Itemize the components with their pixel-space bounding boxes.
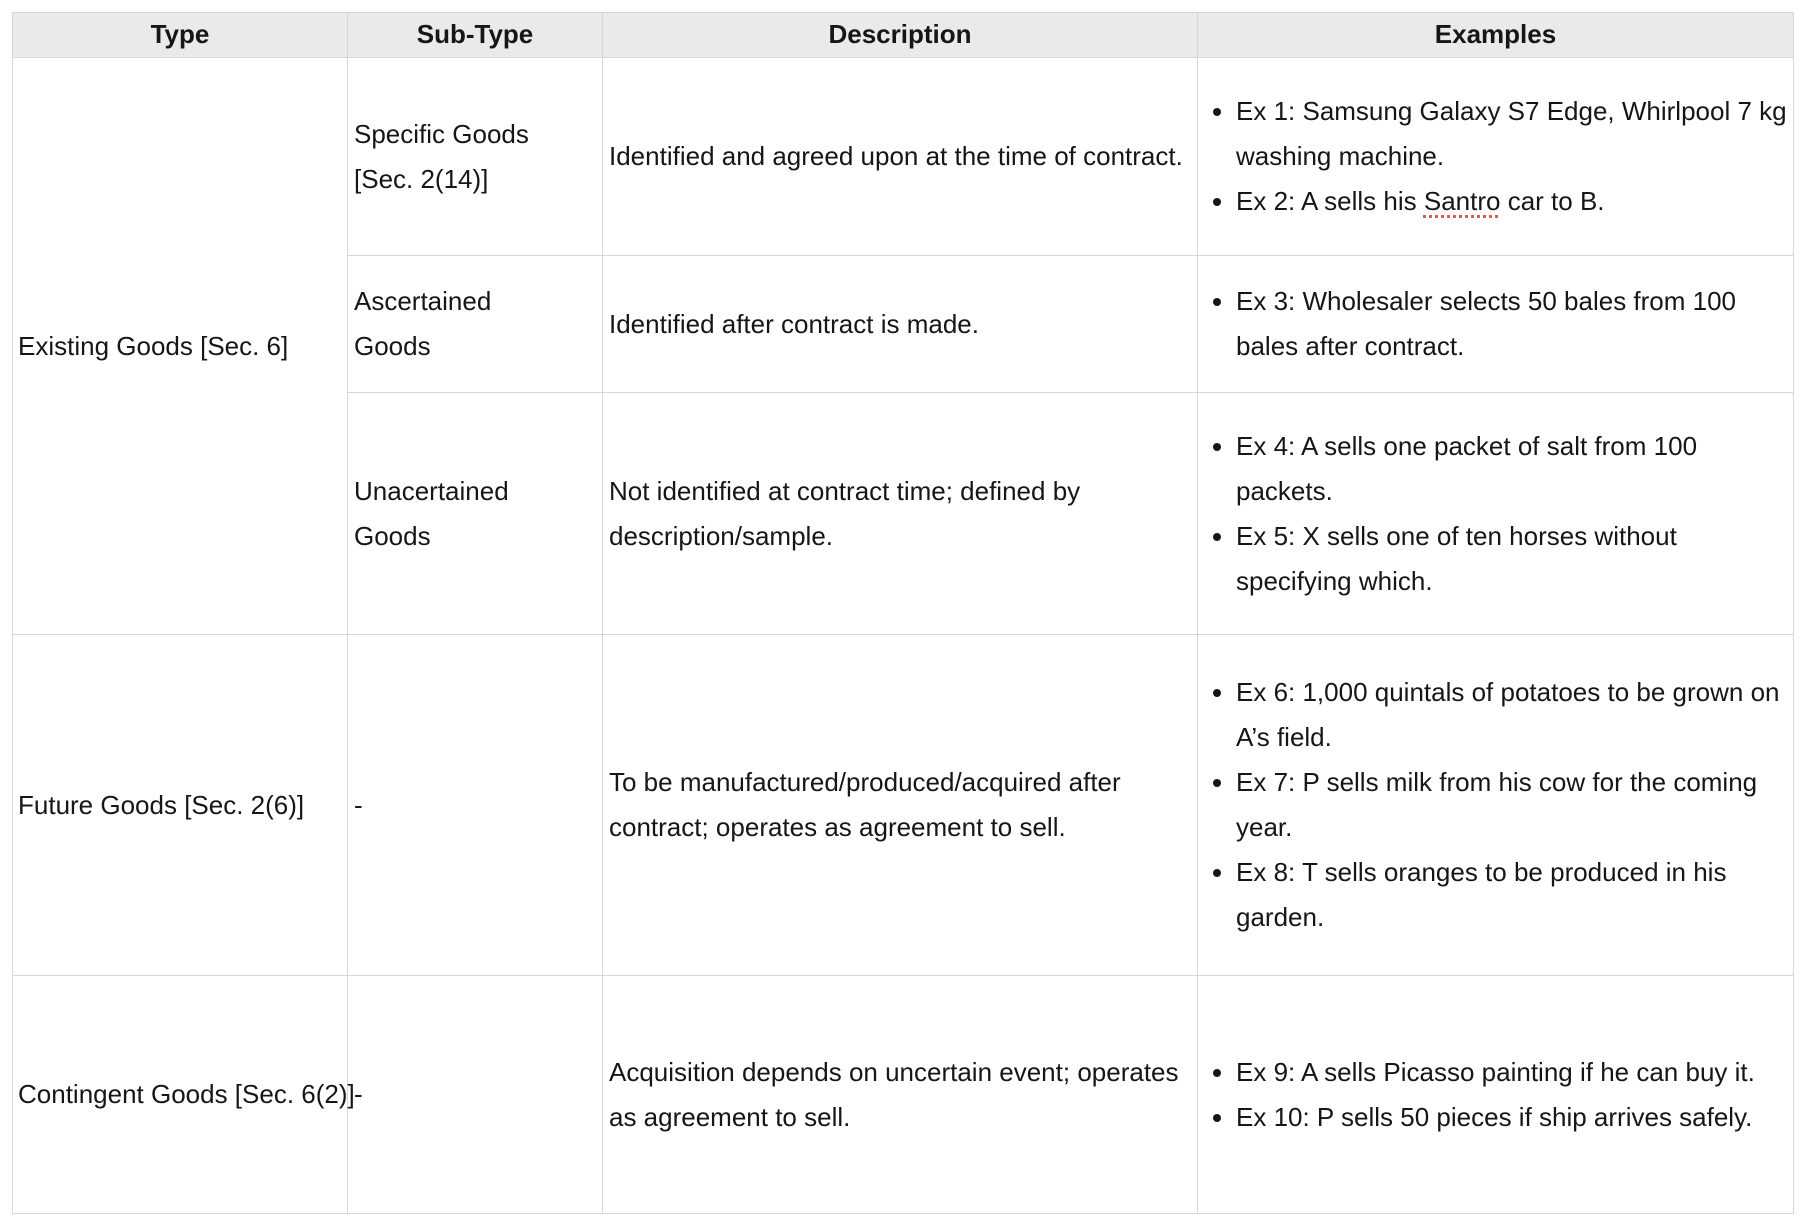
examples-cell-specific-goods [1198, 58, 1794, 256]
description-cell-ascertained-goods: Identified after contract is made. [603, 256, 1198, 393]
example-ex9: • Ex 9: A sells Picasso painting if he can buy it. [1236, 1050, 1793, 1095]
example-ex3: • Ex 3: Wholesaler selects 50 bales from 100 bales after contract. [1236, 279, 1793, 369]
description-cell-unacertained-goods: Not identified at contract time; defined by description/sample. [603, 393, 1198, 635]
example-ex10: • Ex 10: P sells 50 pieces if ship arrives safely. [1236, 1095, 1793, 1140]
subtype-cell-future-goods: - [348, 635, 603, 976]
row-specific-goods [13, 58, 1794, 256]
examples-list [1206, 89, 1793, 224]
row-contingent-goods [13, 976, 1794, 1214]
type-cell-existing-goods: Existing Goods [Sec. 6] [13, 58, 348, 635]
examples-cell-future-goods [1198, 635, 1794, 976]
example-ex7: • Ex 7: P sells milk from his cow for the coming year. [1236, 760, 1793, 850]
subtype-cell-unacertained-goods: Unacertained Goods [348, 393, 603, 635]
examples-cell-contingent-goods [1198, 976, 1794, 1214]
example-ex2 [1236, 179, 1793, 224]
example-ex2-prefix: Ex 2: A sells his [1236, 186, 1424, 216]
column-header-sub-type: Sub-Type [348, 13, 603, 58]
column-header-examples: Examples [1198, 13, 1794, 58]
row-future-goods [13, 635, 1794, 976]
examples-cell-ascertained-goods [1198, 256, 1794, 393]
type-cell-future-goods: Future Goods [Sec. 2(6)] [13, 635, 348, 976]
examples-list [1206, 1050, 1793, 1140]
example-ex4: • Ex 4: A sells one packet of salt from 100 packets. [1236, 424, 1793, 514]
column-header-type: Type [13, 13, 348, 58]
example-ex2-suffix: car to B. [1500, 186, 1605, 216]
examples-list [1206, 279, 1793, 369]
subtype-cell-specific-goods: Specific Goods [Sec. 2(14)] [348, 58, 603, 256]
examples-list [1206, 424, 1793, 604]
examples-list [1206, 670, 1793, 940]
subtype-cell-contingent-goods: - [348, 976, 603, 1214]
example-ex1: • Ex 1: Samsung Galaxy S7 Edge, Whirlpool 7 kg washing machine. [1236, 89, 1793, 179]
column-header-description: Description [603, 13, 1198, 58]
type-cell-contingent-goods: Contingent Goods [Sec. 6(2)] [13, 976, 348, 1214]
example-ex8: • Ex 8: T sells oranges to be produced in his garden. [1236, 850, 1793, 940]
example-ex6: • Ex 6: 1,000 quintals of potatoes to be grown on A’s field. [1236, 670, 1793, 760]
misspelled-word: Santro [1423, 186, 1501, 216]
goods-classification-table [12, 12, 1794, 1214]
subtype-cell-ascertained-goods: Ascertained Goods [348, 256, 603, 393]
example-ex5: • Ex 5: X sells one of ten horses without specifying which. [1236, 514, 1793, 604]
description-cell-specific-goods: Identified and agreed upon at the time of contract. [603, 58, 1198, 256]
description-cell-future-goods: To be manufactured/produced/acquired after contract; operates as agreement to sell. [603, 635, 1198, 976]
examples-cell-unacertained-goods [1198, 393, 1794, 635]
header-row [13, 13, 1794, 58]
description-cell-contingent-goods: Acquisition depends on uncertain event; operates as agreement to sell. [603, 976, 1198, 1214]
